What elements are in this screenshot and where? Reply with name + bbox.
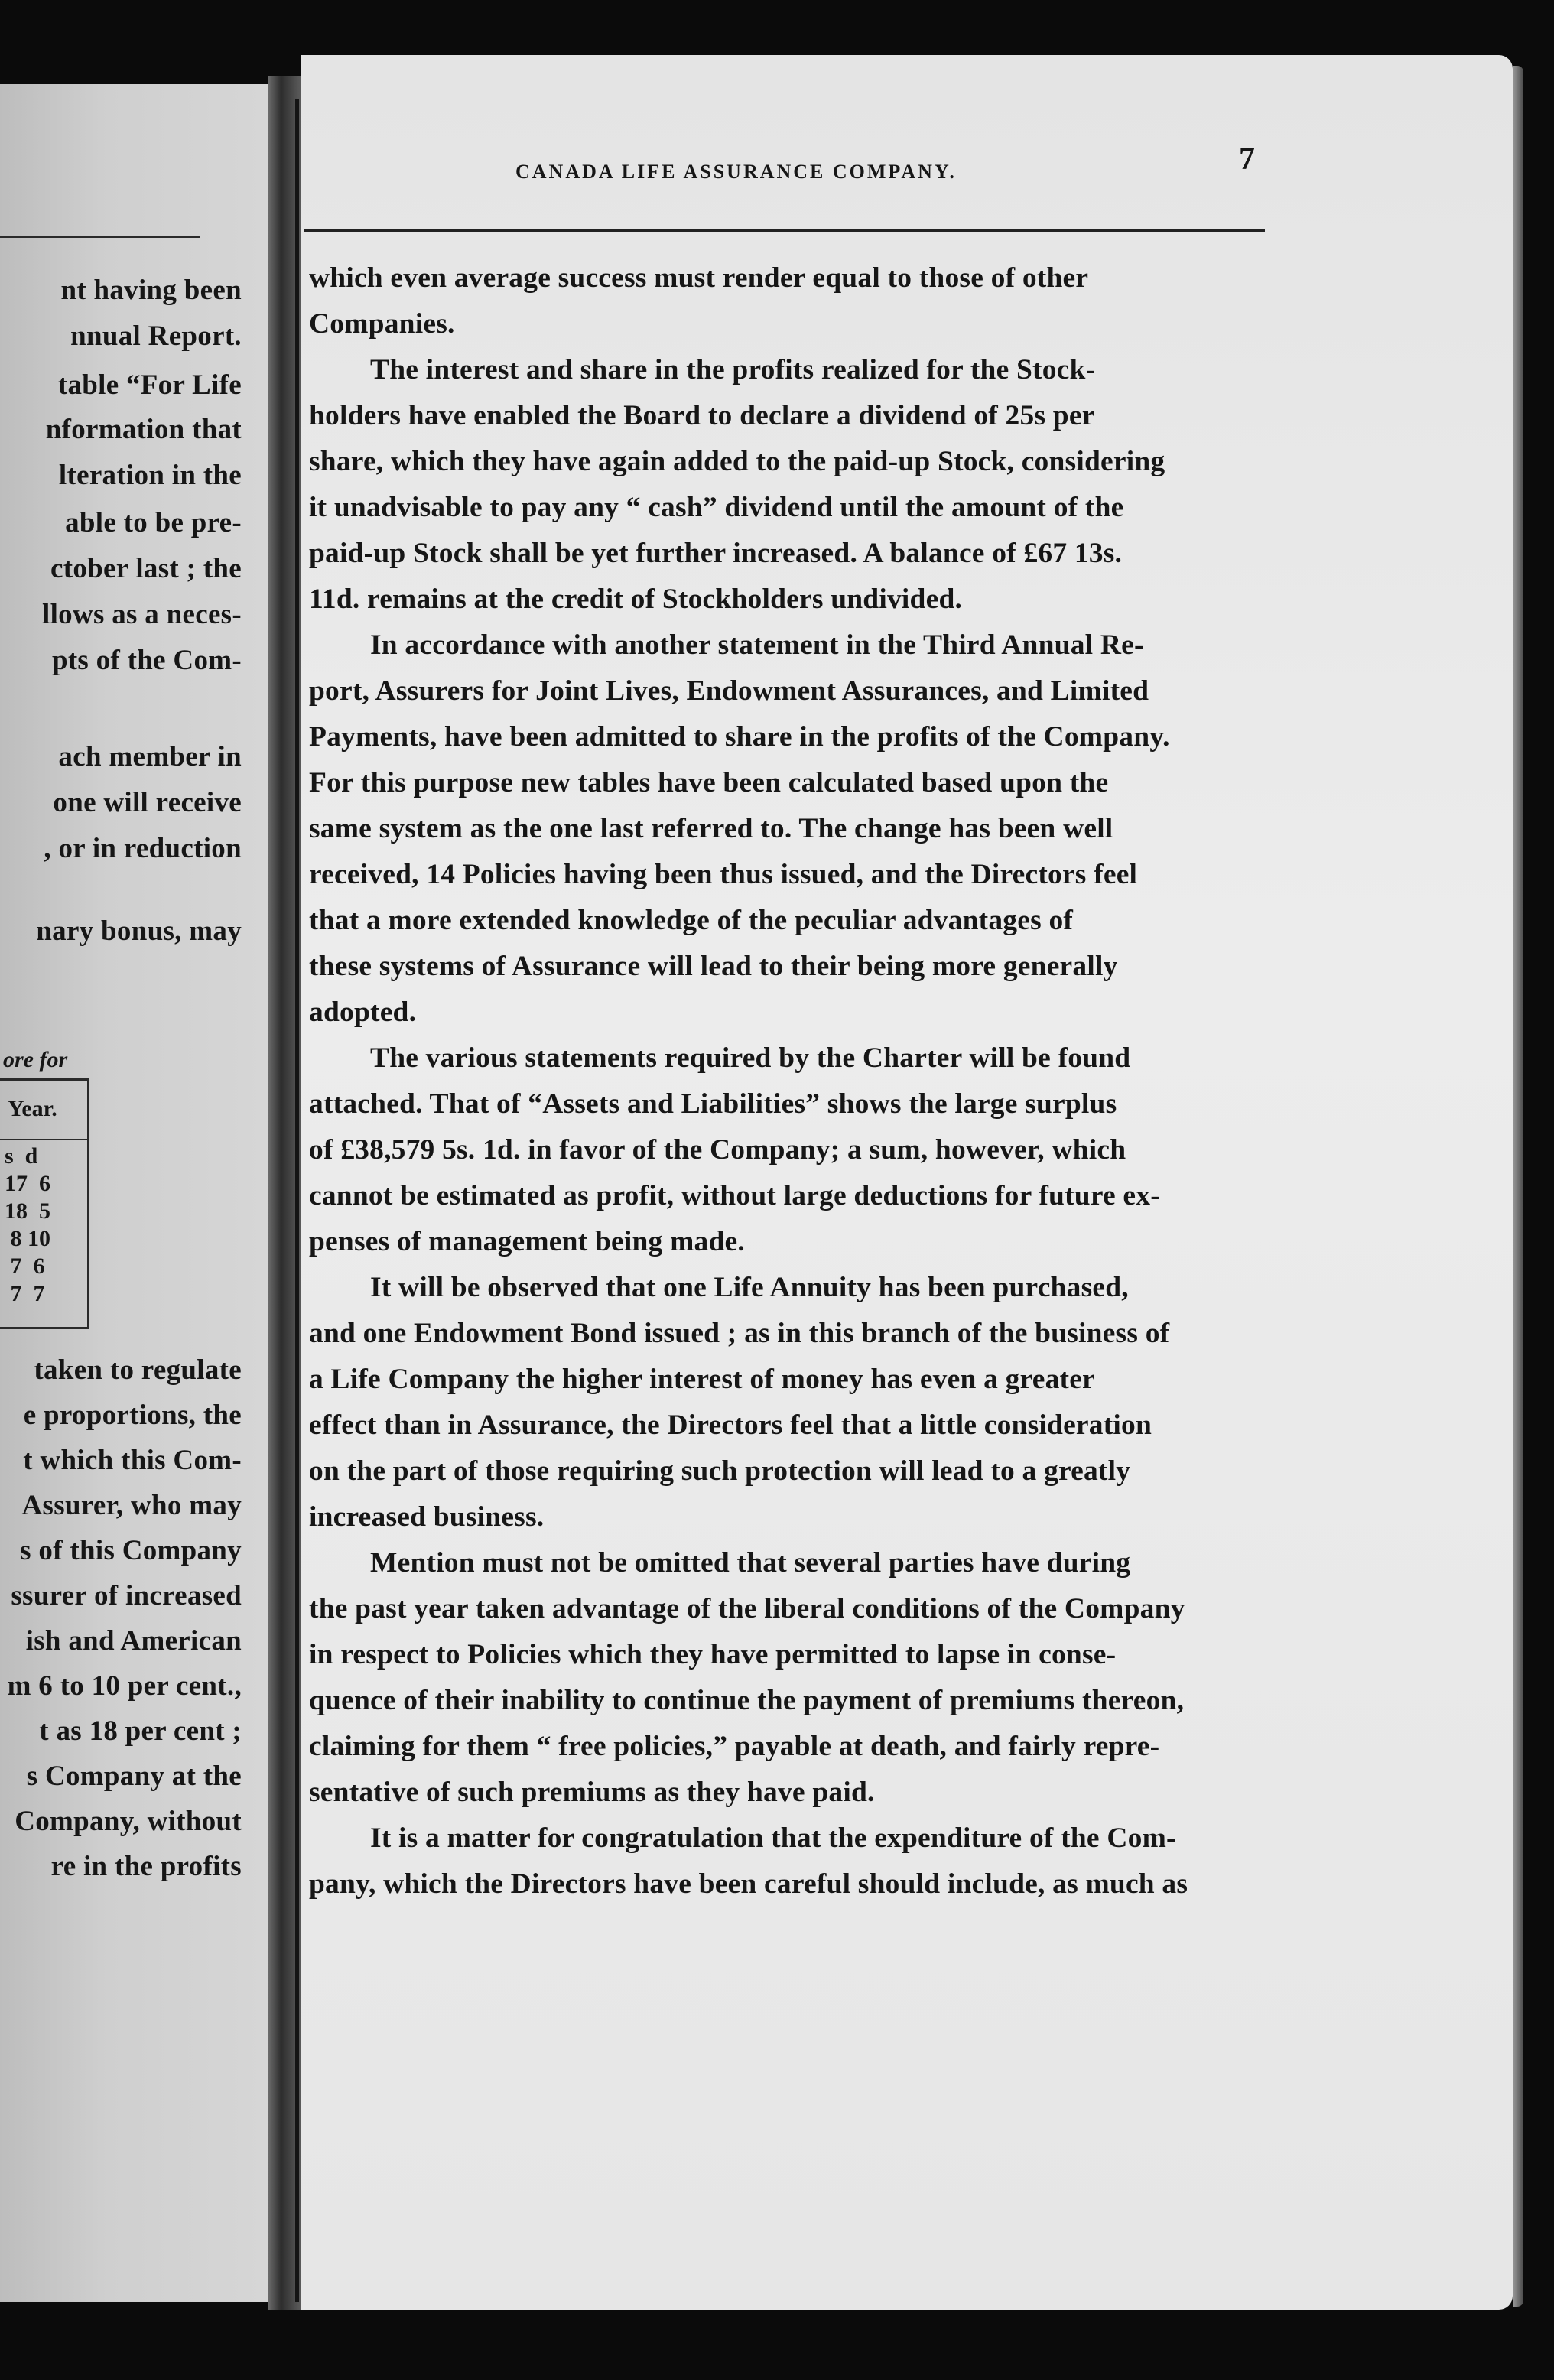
body-text [309, 255, 1326, 1907]
right-page [301, 55, 1513, 2310]
text-line: The interest and share in the profits realized for the Stock- [370, 354, 1096, 385]
text-line: Mention must not be omitted that several parties have during [370, 1547, 1131, 1579]
left-text-line: ctober last ; the [50, 553, 242, 584]
text-line: increased business. [309, 1501, 545, 1533]
text-line: quence of their inability to continue the payment of premiums thereon, [309, 1685, 1185, 1716]
left-text-line: taken to regulate [34, 1354, 242, 1386]
text-line: a Life Company the higher interest of money has even a greater [309, 1364, 1095, 1395]
left-text-line: nt having been [60, 275, 242, 306]
left-text-line: e proportions, the [23, 1400, 242, 1431]
left-text-line: re in the profits [50, 1851, 242, 1882]
left-table-heading: ore for [3, 1047, 68, 1072]
left-text-line: nformation that [45, 414, 242, 445]
text-line: paid-up Stock shall be yet further increased. A balance of £67 13s. [309, 538, 1123, 569]
text-line: and one Endowment Bond issued ; as in this branch of the business of [309, 1318, 1170, 1349]
left-table-rule [0, 1139, 87, 1140]
text-line: that a more extended knowledge of the peculiar advantages of [309, 905, 1074, 936]
page-number: 7 [1239, 141, 1255, 177]
left-table-columns: s d [5, 1143, 38, 1169]
text-line: holders have enabled the Board to declare a dividend of 25s per [309, 400, 1095, 431]
text-line: of £38,579 5s. 1d. in favor of the Company; a sum, however, which [309, 1134, 1126, 1166]
left-text-line: pts of the Com- [51, 645, 242, 676]
text-line: penses of management being made. [309, 1226, 745, 1257]
left-text-line: able to be pre- [65, 507, 242, 538]
left-table-year-label: Year. [8, 1096, 57, 1121]
text-line: adopted. [309, 997, 417, 1028]
text-line: same system as the one last referred to. The change has been well [309, 813, 1113, 844]
left-text-line: t which this Com- [23, 1445, 242, 1476]
text-line: these systems of Assurance will lead to their being more generally [309, 951, 1118, 982]
left-table-row: 18 5 [5, 1198, 50, 1224]
text-line: pany, which the Directors have been careful should include, as much as [309, 1868, 1188, 1900]
header-rule [304, 229, 1265, 232]
left-bonus-table [0, 1047, 89, 1329]
spine-rule [295, 99, 299, 2302]
left-table-row: 7 7 [5, 1281, 45, 1306]
left-text-line: ssurer of increased [11, 1580, 242, 1611]
text-line: effect than in Assurance, the Directors feel that a little consideration [309, 1409, 1152, 1441]
left-text-line: Assurer, who may [21, 1490, 242, 1521]
left-text-line: llows as a neces- [42, 599, 242, 630]
text-line: on the part of those requiring such protection will lead to a greatly [309, 1455, 1131, 1487]
left-text-line: nnual Report. [70, 320, 242, 352]
left-text-line: m 6 to 10 per cent., [7, 1670, 242, 1702]
text-line: port, Assurers for Joint Lives, Endowment Assurances, and Limited [309, 675, 1149, 707]
text-line: The various statements required by the Charter will be found [370, 1042, 1131, 1074]
left-table-row: 17 6 [5, 1171, 50, 1196]
text-line: it unadvisable to pay any “ cash” dividend until the amount of the [309, 492, 1124, 523]
text-line: 11d. remains at the credit of Stockholders undivided. [309, 584, 963, 615]
text-line: which even average success must render equal to those of other [309, 262, 1089, 294]
left-header-rule [0, 236, 200, 238]
text-line: Companies. [309, 308, 455, 340]
page-edge [1513, 66, 1523, 2307]
text-line: cannot be estimated as profit, without large deductions for future ex- [309, 1180, 1160, 1211]
left-text-line: table “For Life [57, 369, 242, 401]
left-text-line: ach member in [58, 741, 242, 772]
text-line: In accordance with another statement in the Third Annual Re- [370, 629, 1144, 661]
text-line: For this purpose new tables have been calculated based upon the [309, 767, 1109, 798]
left-text-line: s Company at the [26, 1761, 242, 1792]
left-table-row: 7 6 [5, 1253, 45, 1279]
text-line: share, which they have again added to the paid-up Stock, considering [309, 446, 1166, 477]
text-line: It is a matter for congratulation that the expenditure of the Com- [370, 1822, 1176, 1854]
left-text-line: lteration in the [58, 460, 242, 491]
text-line: received, 14 Policies having been thus issued, and the Directors feel [309, 859, 1138, 890]
left-text-line: one will receive [53, 787, 242, 818]
left-facing-page [0, 84, 268, 2302]
left-table-row: 8 10 [5, 1226, 50, 1251]
left-text-line: nary bonus, may [36, 915, 242, 947]
left-text-line: ish and American [25, 1625, 242, 1657]
left-text-line: , or in reduction [44, 833, 242, 864]
text-line: attached. That of “Assets and Liabilities” shows the large surplus [309, 1088, 1117, 1120]
text-line: Payments, have been admitted to share in the profits of the Company. [309, 721, 1170, 753]
text-line: claiming for them “ free policies,” payable at death, and fairly repre- [309, 1731, 1160, 1762]
running-head: CANADA LIFE ASSURANCE COMPANY. [515, 161, 957, 183]
text-line: sentative of such premiums as they have paid. [309, 1777, 875, 1808]
left-text-line: Company, without [15, 1806, 242, 1837]
text-line: in respect to Policies which they have permitted to lapse in conse- [309, 1639, 1117, 1670]
text-line: It will be observed that one Life Annuity has been purchased, [370, 1272, 1129, 1303]
text-line: the past year taken advantage of the liberal conditions of the Company [309, 1593, 1185, 1624]
left-text-line: s of this Company [20, 1535, 242, 1566]
left-text-line: t as 18 per cent ; [39, 1715, 242, 1747]
